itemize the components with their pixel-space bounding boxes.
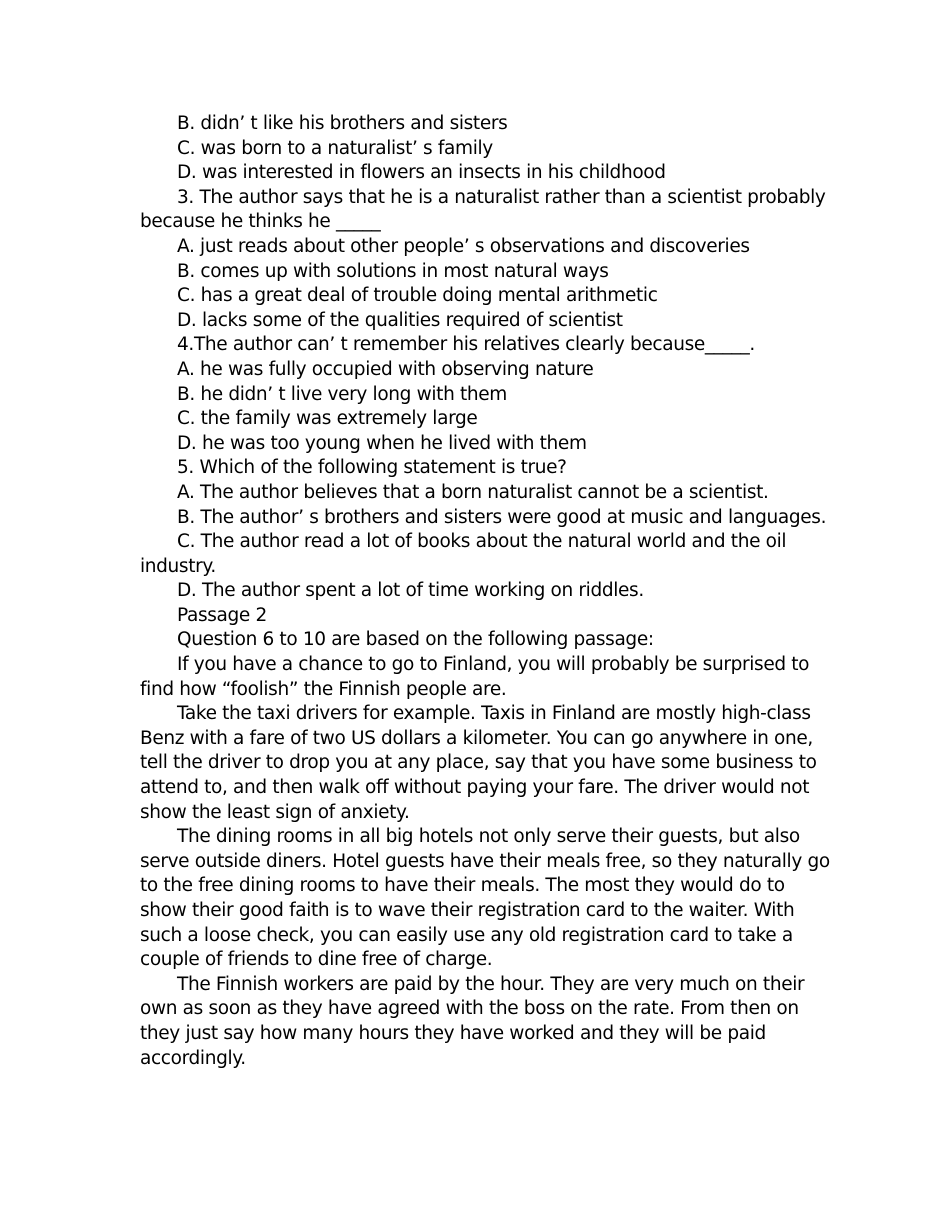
q5-option-c: C. The author read a lot of books about the natural world and the oil industry. bbox=[140, 531, 787, 577]
q3-option-c: C. has a great deal of trouble doing mental arithmetic bbox=[177, 285, 658, 307]
passage-intro: Question 6 to 10 are based on the following passage: bbox=[177, 629, 654, 651]
q4-option-d: D. he was too young when he lived with them bbox=[177, 432, 587, 454]
q5-option-a: A. The author believes that a born naturalist cannot be a scientist. bbox=[177, 481, 769, 503]
q4-option-a: A. he was fully occupied with observing nature bbox=[177, 358, 594, 380]
document-page bbox=[140, 112, 830, 1071]
q4-option-c: C. the family was extremely large bbox=[177, 408, 478, 430]
q4-stem: 4.The author can’ t remember his relatives clearly because_____. bbox=[177, 334, 755, 356]
q3-stem: 3. The author says that he is a naturalist rather than a scientist probably because he thinks he _____ bbox=[140, 186, 826, 233]
passage-paragraph: Take the taxi drivers for example. Taxis in Finland are mostly high-class Benz with a fare of two US dollars a kilometer. You can go anywhere in one, tell the driver to drop you at any place, say that you have some business to attend to, and then walk off without paying your fare. The driver would not show the least sign of anxiety. bbox=[140, 703, 817, 823]
q4-option-b: B. he didn’ t live very long with them bbox=[177, 383, 507, 405]
q3-option-d: D. lacks some of the qualities required of scientist bbox=[177, 309, 623, 331]
q2-option-d: D. was interested in flowers an insects in his childhood bbox=[177, 162, 666, 184]
q5-option-b: B. The author’ s brothers and sisters were good at music and languages. bbox=[177, 506, 827, 528]
q3-option-a: A. just reads about other people’ s observations and discoveries bbox=[177, 235, 750, 257]
q2-option-c: C. was born to a naturalist’ s family bbox=[177, 137, 493, 159]
q5-option-d: D. The author spent a lot of time working on riddles. bbox=[177, 580, 644, 602]
q2-option-b: B. didn’ t like his brothers and sisters bbox=[177, 113, 508, 134]
passage-paragraph: The dining rooms in all big hotels not only serve their guests, but also serve outside diners. Hotel guests have their meals free, so they naturally go to the free dining rooms to have their meals. The most they would do to show their good faith is to wave their registration card to the waiter. With such a loose check, you can easily use any old registration card to take a couple of friends to dine free of charge. bbox=[140, 826, 830, 971]
passage-heading: Passage 2 bbox=[177, 604, 267, 626]
q3-option-b: B. comes up with solutions in most natural ways bbox=[177, 260, 609, 282]
passage-paragraph: If you have a chance to go to Finland, you will probably be surprised to find how “foolish” the Finnish people are. bbox=[140, 654, 810, 700]
q5-stem: 5. Which of the following statement is true? bbox=[177, 457, 567, 479]
passage-paragraph: The Finnish workers are paid by the hour. They are very much on their own as soon as they have agreed with the boss on the rate. From then on they just say how many hours they have worked and they will be paid accordingly. bbox=[140, 973, 805, 1069]
